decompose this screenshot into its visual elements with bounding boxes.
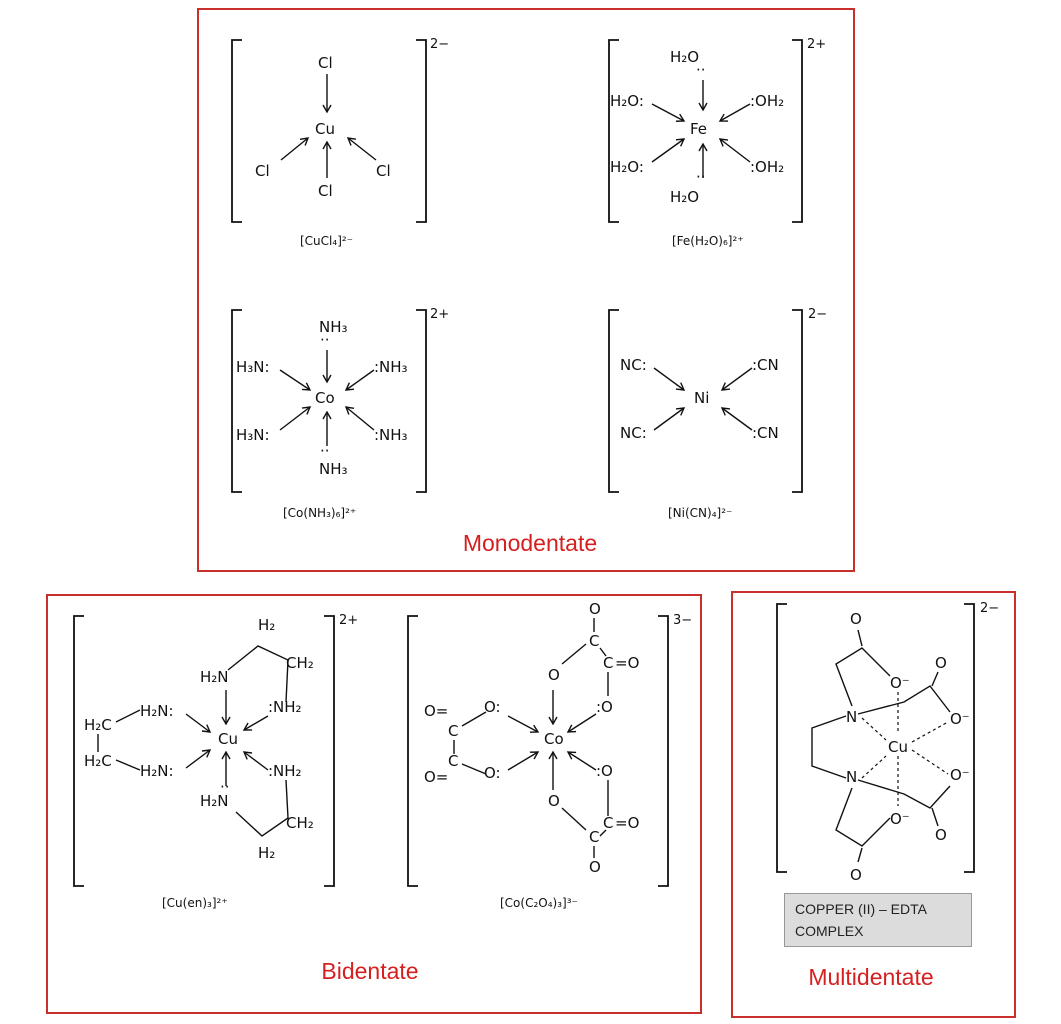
right-bracket [658, 616, 668, 886]
nh2-lower-right: :NH₂ [268, 762, 302, 780]
h2c-lower: H₂C [84, 752, 112, 770]
o-label: O [935, 826, 947, 844]
left-bracket [232, 40, 242, 222]
co-center: Co [544, 730, 564, 748]
ch2-label-bottom: CH₂ [286, 814, 314, 832]
nicn4-formula: [Ni(CN)₄]²⁻ [668, 506, 733, 520]
lone-pair: ·· [696, 61, 706, 79]
nh3-upper-left: H₃N: [236, 358, 270, 376]
c-label: C [589, 632, 600, 650]
eq-o-label: =O [615, 654, 640, 672]
nh3-lower-right: :NH₃ [374, 426, 408, 444]
cl-right: Cl [376, 162, 391, 180]
right-bracket [324, 616, 334, 886]
o-label: O [850, 610, 862, 628]
nh3-lower-left: H₃N: [236, 426, 270, 444]
h2o-top: H₂O [670, 48, 700, 66]
bidentate-label: Bidentate [321, 958, 419, 984]
o-label: O [548, 792, 560, 810]
right-bracket [792, 310, 802, 492]
cl-left: Cl [255, 162, 270, 180]
feh2o6-complex [609, 37, 826, 248]
nh3-bottom: NH₃ [319, 460, 348, 478]
eq-o-label: =O [615, 814, 640, 832]
nicn4-complex [609, 307, 827, 520]
coox3-charge: 3− [673, 613, 693, 628]
cl-bottom: Cl [318, 182, 333, 200]
o-label: O [589, 858, 601, 876]
nh3-top: NH₃ [319, 318, 348, 336]
left-bracket [777, 604, 787, 872]
conh36-complex [232, 307, 449, 520]
c-label: C [603, 654, 614, 672]
cu-center: Cu [218, 730, 238, 748]
o-label: O [548, 666, 560, 684]
h2c-upper: H₂C [84, 716, 112, 734]
h2o-bottom: H₂O [670, 188, 700, 206]
lone-pair: ·· [220, 778, 230, 796]
cn-lower-right: :CN [752, 424, 779, 442]
multidentate-label: Multidentate [808, 964, 934, 990]
ch2-label: CH₂ [286, 654, 314, 672]
h2-label: H₂ [258, 616, 276, 634]
conh36-formula: [Co(NH₃)₆]²⁺ [283, 506, 357, 520]
cucl4-charge: 2− [430, 37, 450, 52]
h2o-upper-right: :OH₂ [750, 92, 785, 110]
o-label: O [850, 866, 862, 884]
cuedta-complex [777, 601, 999, 884]
colon-o-label: :O [596, 762, 613, 780]
feh2o6-charge: 2+ [807, 37, 827, 52]
right-bracket [416, 40, 426, 222]
c-label: C [448, 722, 459, 740]
o-colon-label: O: [484, 698, 501, 716]
n-lower: N [846, 768, 858, 786]
c-label: C [603, 814, 614, 832]
o-minus-label: O⁻ [950, 766, 970, 784]
left-bracket [609, 310, 619, 492]
fe-center: Fe [690, 120, 708, 138]
lone-pair: ·· [696, 168, 706, 186]
monodentate-label: Monodentate [462, 530, 598, 556]
h2n-bottom: H₂N [200, 792, 229, 810]
h2n-upper-left: H₂N: [140, 702, 174, 720]
h2o-lower-right: :OH₂ [750, 158, 785, 176]
c-label: C [589, 828, 600, 846]
cuen3-complex [74, 613, 358, 910]
n-upper: N [846, 708, 858, 726]
left-bracket [74, 616, 84, 886]
cuen3-formula: [Cu(en)₃]²⁺ [162, 896, 228, 910]
left-bracket [408, 616, 418, 886]
cu-center: Cu [315, 120, 335, 138]
c-label: C [448, 752, 459, 770]
co-center: Co [315, 389, 335, 407]
h2o-upper-left: H₂O: [610, 92, 644, 110]
o-minus-label: O⁻ [950, 710, 970, 728]
right-bracket [792, 40, 802, 222]
conh36-charge: 2+ [430, 307, 450, 322]
lone-pair: ·· [320, 331, 330, 349]
cn-upper-right: :CN [752, 356, 779, 374]
cuedta-note: COPPER (II) – EDTA COMPLEX [784, 893, 972, 947]
coox3-formula: [Co(C₂O₄)₃]³⁻ [500, 896, 578, 910]
h2o-lower-left: H₂O: [610, 158, 644, 176]
nicn4-charge: 2− [808, 307, 828, 322]
ni-center: Ni [694, 389, 710, 407]
o-label: O [935, 654, 947, 672]
cn-upper-left: NC: [620, 356, 647, 374]
lone-pair: ·· [320, 442, 330, 460]
right-bracket [416, 310, 426, 492]
left-bracket [609, 40, 619, 222]
o-eq-label: O= [424, 702, 449, 720]
left-bracket [232, 310, 242, 492]
h2n-lower-left: H₂N: [140, 762, 174, 780]
cuen3-charge: 2+ [339, 613, 359, 628]
o-minus-label: O⁻ [890, 674, 910, 692]
h2n-top: H₂N [200, 668, 229, 686]
cl-top: Cl [318, 54, 333, 72]
cuedta-charge: 2− [980, 601, 1000, 616]
cucl4-formula: [CuCl₄]²⁻ [300, 234, 354, 248]
coox3-complex [408, 600, 692, 910]
nh2-upper-right: :NH₂ [268, 698, 302, 716]
o-eq-label: O= [424, 768, 449, 786]
o-colon-label: O: [484, 764, 501, 782]
colon-o-label: :O [596, 698, 613, 716]
right-bracket [964, 604, 974, 872]
nh3-upper-right: :NH₃ [374, 358, 408, 376]
o-label: O [589, 600, 601, 618]
h2-label-bottom: H₂ [258, 844, 276, 862]
cn-lower-left: NC: [620, 424, 647, 442]
cucl4-complex [232, 37, 449, 248]
cu-center: Cu [888, 738, 908, 756]
o-minus-label: O⁻ [890, 810, 910, 828]
feh2o6-formula: [Fe(H₂O)₆]²⁺ [672, 234, 744, 248]
